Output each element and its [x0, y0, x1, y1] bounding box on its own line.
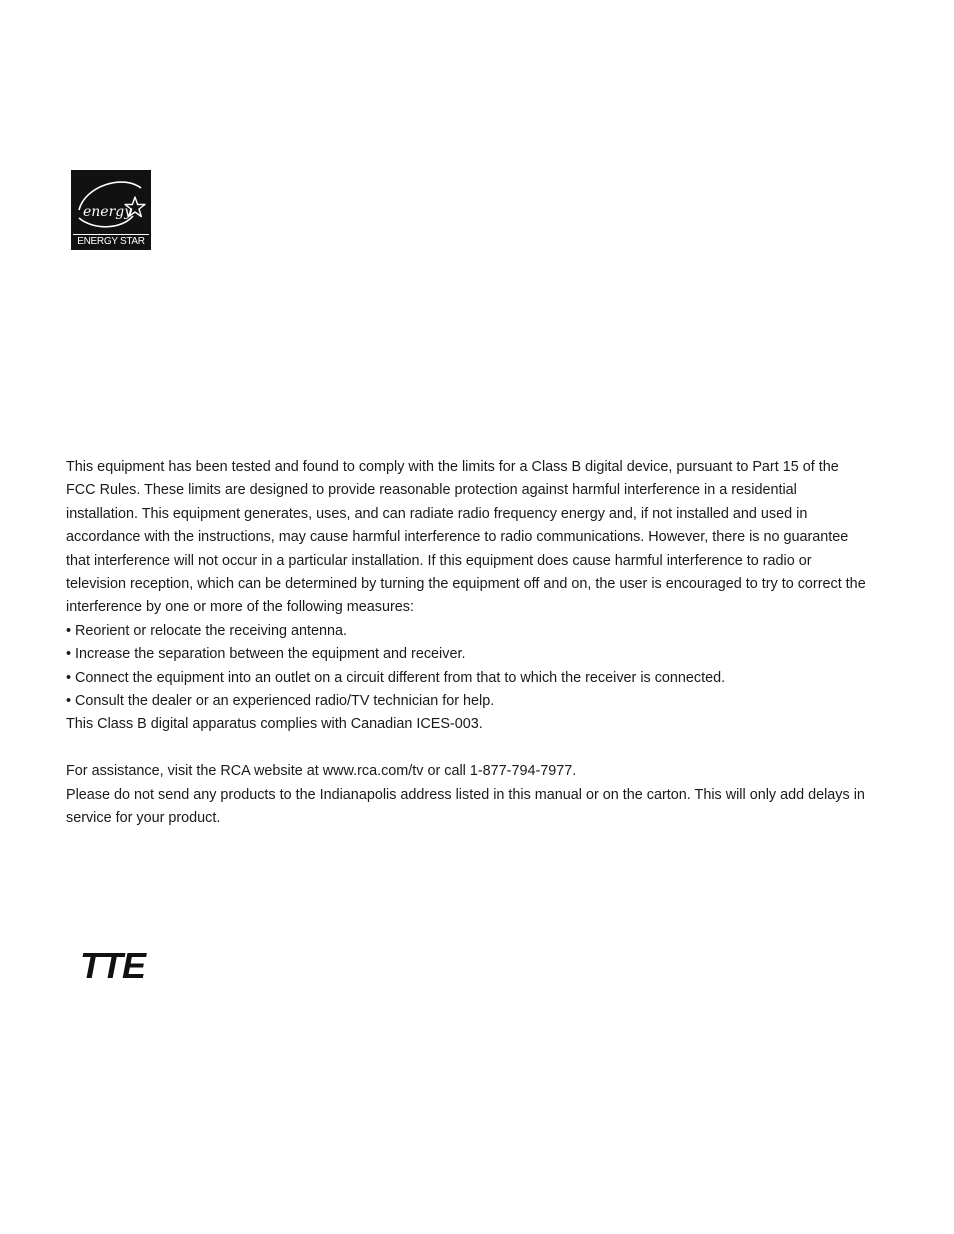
fcc-paragraph: This equipment has been tested and found to comply with the limits for a Class B digital device, pursuant to Part 15 of the FCC Rules. These limits are designed to provide reasonable protection against harmful interference in a residential installation. This equipment generates, uses, and can radiate radio frequency energy and, if not installed and used in accordance with the instructions, may cause harmful interference to radio communications. However, there is no guarantee that interference will not occur in a particular installation. If this equipment does cause harmful interference to radio or television reception, which can be determined by turning the equipment off and on, the user is encouraged to try to correct the interference by one or more of the following measures:	[66, 459, 866, 616]
tte-logo	[80, 950, 176, 980]
paragraph-gap	[66, 737, 866, 760]
assistance-contact: For assistance, visit the RCA website at www.rca.com/tv or call 1-877-794-7977.	[66, 763, 577, 780]
energy-script-word: energy	[83, 204, 133, 220]
fcc-measure-4: • Consult the dealer or an experienced radio/TV technician for help.	[66, 693, 495, 710]
fcc-measure-2: • Increase the separation between the equipment and receiver.	[66, 646, 466, 663]
energy-star-logo	[71, 170, 151, 250]
energy-star-label: ENERGY STAR	[73, 234, 149, 248]
fcc-measure-1: • Reorient or relocate the receiving antenna.	[66, 622, 348, 639]
fcc-notice	[66, 456, 866, 830]
canada-compliance: This Class B digital apparatus complies with Canadian ICES-003.	[66, 716, 483, 733]
energy-star-icon	[71, 170, 151, 236]
shipping-notice: Please do not send any products to the Indianapolis address listed in this manual or on the carton. This will only add delays in service for your product.	[66, 786, 865, 827]
fcc-measure-3: • Connect the equipment into an outlet on a circuit different from that to which the receiver is connected.	[66, 669, 726, 686]
tte-logo-text: TTE	[80, 950, 145, 980]
